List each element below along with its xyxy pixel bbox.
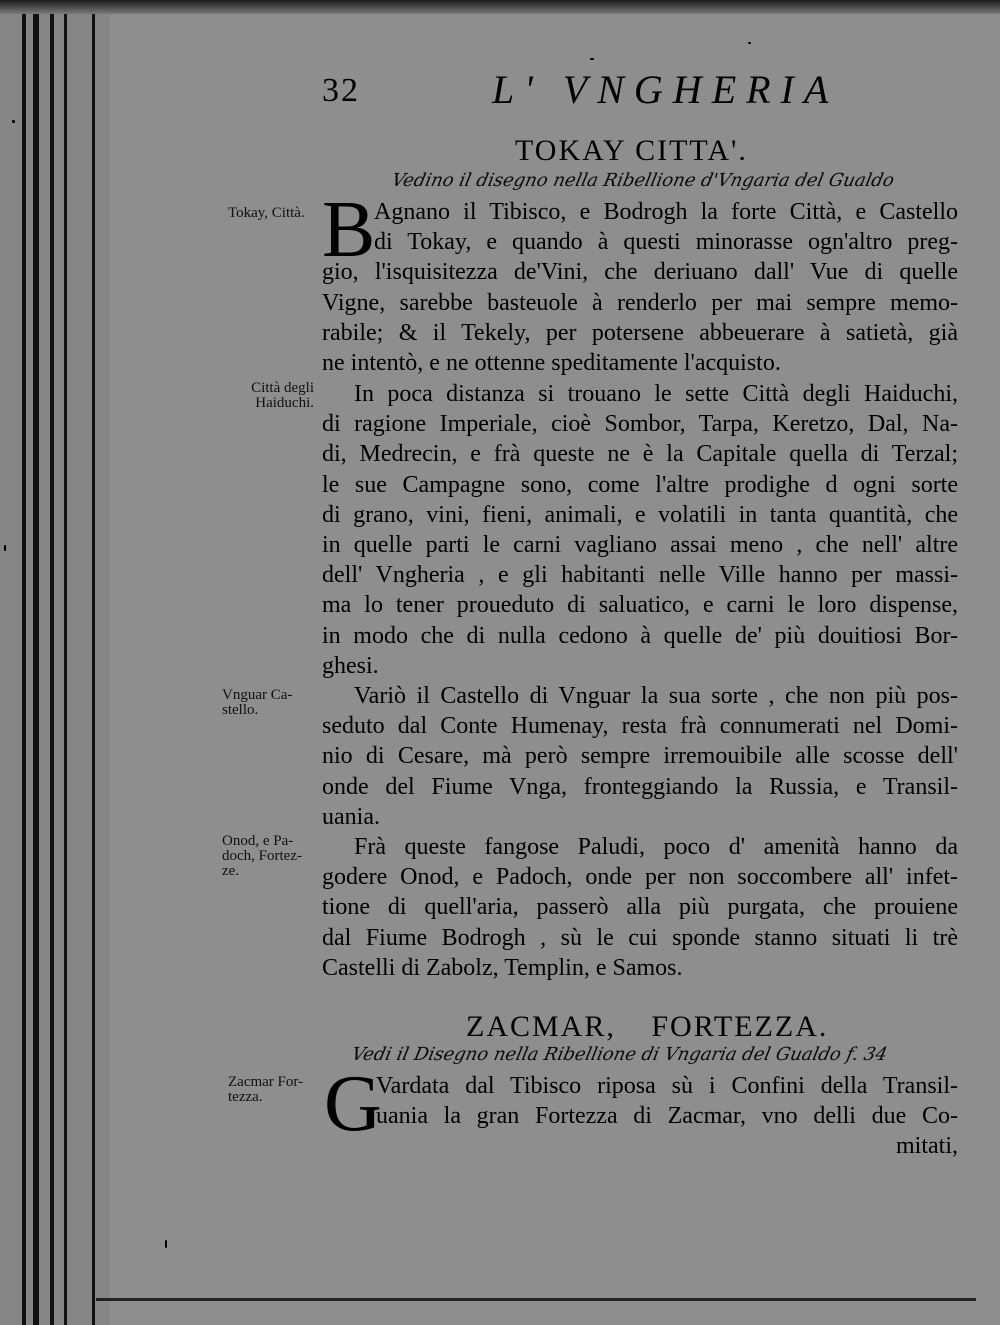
paragraph [322, 197, 958, 378]
margin-note: Zacmar For- tezza. [228, 1074, 304, 1105]
text-line: seduto dal Conte Humenay, resta frà connumerati nel Domi- [322, 713, 958, 740]
text-line: ghesi. [322, 652, 379, 679]
text-line: Castelli di Zabolz, Templin, e Samos. [322, 954, 683, 981]
section-title: ZACMAR, FORTEZZA. [466, 1010, 829, 1043]
drop-cap: B [322, 186, 376, 274]
scan-speck [12, 120, 15, 123]
text-line: Agnano il Tibisco, e Bodrogh la forte Città, e Castello [374, 199, 958, 225]
text-line: rabile; & il Tekely, per potersene abbeuerare à satietà, già [322, 319, 958, 346]
text-line: in quelle parti le carni vagliano assai meno , che nell' altre [322, 531, 958, 558]
text-line: mitati, [896, 1133, 958, 1160]
text-line: nio di Cesare, mà però sempre irremouibile alle scosse dell' [322, 743, 958, 770]
text-line: onde del Fiume Vnga, fronteggiando la Russia, e Transil- [322, 773, 958, 800]
text-line: Frà queste fangose Paludi, poco d' amenità hanno da [354, 834, 958, 860]
paragraph [322, 681, 958, 832]
text-line: Variò il Castello di Vnguar la sua sorte , che non più pos- [354, 683, 958, 709]
text-line: Vardata dal Tibisco riposa sù i Confini della Transil- [376, 1073, 958, 1099]
text-line: di grano, vini, fieni, animali, e volatili in tanta quantità, che [322, 501, 958, 528]
margin-note: Vnguar Ca- stello. [222, 687, 293, 718]
scan-speck [4, 545, 6, 551]
text-line: uania la gran Fortezza di Zacmar, vno delli due Co- [376, 1103, 958, 1130]
paragraph [322, 1071, 958, 1162]
running-head [320, 66, 960, 116]
scan-speck [165, 1240, 167, 1248]
text-line: gio, l'isquisitezza de'Vini, che deriuano dall' Vue di quelle [322, 259, 958, 286]
text-line: di, Medrecin, e frà queste ne è la Capitale quella di Terzal; [322, 441, 958, 468]
text-line: Vigne, sarebbe basteuole à renderlo per mai sempre memo- [322, 289, 958, 316]
handwritten-note: Vedi il Disegno nella Ribellione di Vngaria del Gualdo f. 34 [349, 1044, 890, 1065]
text-line: di ragione Imperiale, cioè Sombor, Tarpa, Keretzo, Dal, Na- [322, 411, 958, 438]
text-line: dal Fiume Bodrogh , sù le cui sponde stanno situati li trè [322, 924, 958, 951]
text-line: in modo che di nulla cedono à quelle de' più douitiosi Bor- [322, 622, 958, 649]
paragraph [322, 832, 958, 983]
margin-note: Città degli Haiduchi. [251, 380, 314, 411]
text-line: ne intentò, e ne ottenne speditamente l'acquisto. [322, 349, 781, 376]
scan-speck [748, 42, 751, 44]
text-line: godere Onod, e Padoch, onde per non soccombere all' infet- [322, 864, 958, 891]
page-number: 32 [322, 72, 360, 109]
handwritten-note: Vedino il disegno nella Ribellione d'Vngaria del Gualdo [389, 170, 897, 191]
text-line: tione di quell'aria, passerò alla più purgata, che prouiene [322, 894, 958, 921]
running-head-title: L' VNGHERIA [492, 67, 839, 112]
margin-note: Tokay, Città. [228, 205, 305, 221]
text-line: dell' Vngheria , e gli habitanti nelle Ville hanno per massi- [322, 562, 958, 589]
text-line: di Tokay, e quando à questi minorasse ogn'altro preg- [374, 229, 958, 256]
paragraph [322, 379, 958, 681]
margin-note: Onod, e Pa- doch, Fortez- ze. [222, 833, 302, 879]
text-line: ma lo tener proueduto di saluatico, e carni le loro dispense, [322, 592, 958, 619]
text-line: uania. [322, 803, 380, 830]
text-line: le sue Campagne sono, come l'altre prodighe d ogni sorte [322, 471, 958, 498]
scan-speck [590, 58, 594, 60]
text-line: In poca distanza si trouano le sette Città degli Haiduchi, [354, 381, 958, 407]
section-title: TOKAY CITTA'. [515, 134, 748, 167]
drop-cap: G [324, 1060, 382, 1148]
